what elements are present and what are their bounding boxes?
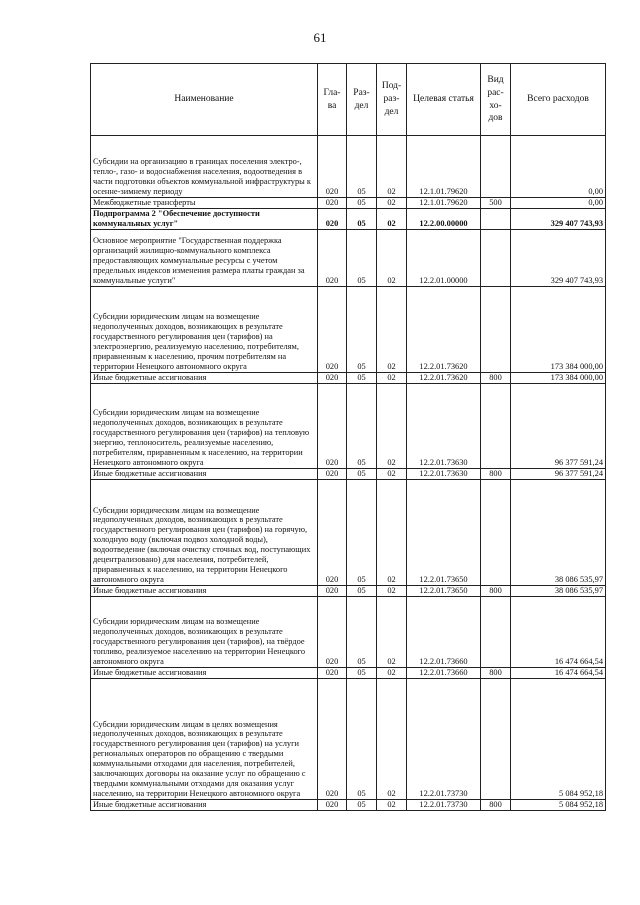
table-row bbox=[91, 468, 606, 479]
row-razdel: 05 bbox=[347, 372, 377, 383]
table-row bbox=[91, 136, 606, 198]
row-name: Иные бюджетные ассигнования bbox=[91, 799, 318, 810]
table-row bbox=[91, 596, 606, 667]
row-podrazdel: 02 bbox=[377, 799, 407, 810]
row-podrazdel: 02 bbox=[377, 585, 407, 596]
table-row bbox=[91, 678, 606, 799]
row-sum: 173 384 000,00 bbox=[511, 372, 606, 383]
row-vid: 800 bbox=[481, 667, 511, 678]
row-name: Межбюджетные трансферты bbox=[91, 198, 318, 209]
table-row bbox=[91, 667, 606, 678]
row-glava: 020 bbox=[318, 136, 347, 198]
table-row bbox=[91, 209, 606, 230]
row-sum: 96 377 591,24 bbox=[511, 468, 606, 479]
header-razdel: Раз-дел bbox=[347, 64, 377, 136]
row-name: Субсидии юридическим лицам на возмещение недополученных доходов, возникающих в результате государственного регулирования цен (тарифов) на электроэнергию, реализуемую населению, потребителям, приравненным к населению, прочим потребителям на территории Ненецкого автономного округа bbox=[91, 286, 318, 372]
row-name: Субсидии юридическим лицам в целях возмещения недополученных доходов, возникающих в результате государственного регулирования цен (тарифов) на услуги региональных операторов по обращению с твердыми коммунальными отходами для населения, потребителей, заключающих договоры на оказание услуг по обращению с твердыми коммунальными отходами для оказания услуг населению, на территории Ненецкого автономного округа bbox=[91, 678, 318, 799]
row-vid bbox=[481, 383, 511, 468]
row-sum: 16 474 664,54 bbox=[511, 667, 606, 678]
row-celevaya: 12.1.01.79620 bbox=[407, 136, 481, 198]
row-razdel: 05 bbox=[347, 468, 377, 479]
row-celevaya: 12.2.01.73630 bbox=[407, 468, 481, 479]
row-razdel: 05 bbox=[347, 479, 377, 585]
row-vid bbox=[481, 596, 511, 667]
row-sum: 329 407 743,93 bbox=[511, 209, 606, 230]
row-podrazdel: 02 bbox=[377, 136, 407, 198]
row-vid bbox=[481, 229, 511, 286]
row-podrazdel: 02 bbox=[377, 286, 407, 372]
row-razdel: 05 bbox=[347, 136, 377, 198]
table-row bbox=[91, 372, 606, 383]
row-vid: 800 bbox=[481, 468, 511, 479]
header-podrazdel: Под-раз-дел bbox=[377, 64, 407, 136]
row-podrazdel: 02 bbox=[377, 198, 407, 209]
row-podrazdel: 02 bbox=[377, 479, 407, 585]
row-celevaya: 12.2.01.73620 bbox=[407, 286, 481, 372]
row-glava: 020 bbox=[318, 468, 347, 479]
row-name: Субсидии юридическим лицам на возмещение недополученных доходов, возникающих в результате государственного регулирования цен (тарифов), на твёрдое топливо, реализуемое населению на территории Ненецкого автономного округа bbox=[91, 596, 318, 667]
row-name: Иные бюджетные ассигнования bbox=[91, 372, 318, 383]
row-celevaya: 12.2.01.73730 bbox=[407, 678, 481, 799]
row-vid: 500 bbox=[481, 198, 511, 209]
row-razdel: 05 bbox=[347, 585, 377, 596]
row-razdel: 05 bbox=[347, 229, 377, 286]
row-podrazdel: 02 bbox=[377, 209, 407, 230]
row-razdel: 05 bbox=[347, 678, 377, 799]
header-total: Всего расходов bbox=[511, 64, 606, 136]
row-podrazdel: 02 bbox=[377, 229, 407, 286]
row-glava: 020 bbox=[318, 198, 347, 209]
row-sum: 0,00 bbox=[511, 136, 606, 198]
row-celevaya: 12.1.01.79620 bbox=[407, 198, 481, 209]
table-row bbox=[91, 799, 606, 810]
row-name: Субсидии на организацию в границах поселения электро-, тепло-, газо- и водоснабжения населения, водоотведения в части подготовки объектов коммунальной инфраструктуры к осенне-зимнему периоду bbox=[91, 136, 318, 198]
row-vid bbox=[481, 286, 511, 372]
row-celevaya: 12.2.00.00000 bbox=[407, 209, 481, 230]
header-celevaya: Целевая статья bbox=[407, 64, 481, 136]
row-glava: 020 bbox=[318, 585, 347, 596]
row-podrazdel: 02 bbox=[377, 596, 407, 667]
row-glava: 020 bbox=[318, 479, 347, 585]
row-celevaya: 12.2.01.73650 bbox=[407, 479, 481, 585]
table-row bbox=[91, 286, 606, 372]
row-celevaya: 12.2.01.00000 bbox=[407, 229, 481, 286]
row-podrazdel: 02 bbox=[377, 372, 407, 383]
row-vid: 800 bbox=[481, 799, 511, 810]
row-name: Основное мероприятие "Государственная поддержка организаций жилищно-коммунального комплекса предоставляющих коммунальные ресурсы с учетом предельных индексов изменения размера платы граждан за коммунальные услуги" bbox=[91, 229, 318, 286]
row-celevaya: 12.2.01.73620 bbox=[407, 372, 481, 383]
row-sum: 96 377 591,24 bbox=[511, 383, 606, 468]
row-celevaya: 12.2.01.73730 bbox=[407, 799, 481, 810]
row-podrazdel: 02 bbox=[377, 667, 407, 678]
row-podrazdel: 02 bbox=[377, 678, 407, 799]
row-name: Подпрограмма 2 "Обеспечение доступности коммунальных услуг" bbox=[91, 209, 318, 230]
row-glava: 020 bbox=[318, 667, 347, 678]
row-celevaya: 12.2.01.73650 bbox=[407, 585, 481, 596]
row-sum: 16 474 664,54 bbox=[511, 596, 606, 667]
row-sum: 329 407 743,93 bbox=[511, 229, 606, 286]
row-sum: 38 086 535,97 bbox=[511, 585, 606, 596]
row-glava: 020 bbox=[318, 372, 347, 383]
row-glava: 020 bbox=[318, 799, 347, 810]
row-name: Иные бюджетные ассигнования bbox=[91, 667, 318, 678]
row-glava: 020 bbox=[318, 209, 347, 230]
row-razdel: 05 bbox=[347, 799, 377, 810]
row-glava: 020 bbox=[318, 383, 347, 468]
row-name: Иные бюджетные ассигнования bbox=[91, 468, 318, 479]
row-vid: 800 bbox=[481, 372, 511, 383]
row-razdel: 05 bbox=[347, 209, 377, 230]
row-glava: 020 bbox=[318, 286, 347, 372]
table-row bbox=[91, 479, 606, 585]
table-row bbox=[91, 585, 606, 596]
table-row bbox=[91, 383, 606, 468]
row-sum: 0,00 bbox=[511, 198, 606, 209]
row-vid bbox=[481, 678, 511, 799]
budget-table bbox=[90, 63, 606, 811]
row-podrazdel: 02 bbox=[377, 383, 407, 468]
header-name: Наименование bbox=[91, 64, 318, 136]
row-celevaya: 12.2.01.73660 bbox=[407, 596, 481, 667]
row-name: Субсидии юридическим лицам на возмещение недополученных доходов, возникающих в результате государственного регулирования цен (тарифов) на горячую, холодную воду (включая подвоз холодной воды), водоотведение (включая очистку сточных вод, поступающих децентрализовано) для населения, потребителей, приравненных к населению, на территории Ненецкого автономного округа bbox=[91, 479, 318, 585]
row-sum: 5 084 952,18 bbox=[511, 799, 606, 810]
row-vid bbox=[481, 209, 511, 230]
row-celevaya: 12.2.01.73660 bbox=[407, 667, 481, 678]
row-celevaya: 12.2.01.73630 bbox=[407, 383, 481, 468]
header-glava: Гла-ва bbox=[318, 64, 347, 136]
table-header-row bbox=[91, 64, 606, 136]
table-row bbox=[91, 229, 606, 286]
row-sum: 173 384 000,00 bbox=[511, 286, 606, 372]
row-razdel: 05 bbox=[347, 286, 377, 372]
row-razdel: 05 bbox=[347, 596, 377, 667]
row-sum: 5 084 952,18 bbox=[511, 678, 606, 799]
row-vid: 800 bbox=[481, 585, 511, 596]
row-podrazdel: 02 bbox=[377, 468, 407, 479]
row-glava: 020 bbox=[318, 678, 347, 799]
row-vid bbox=[481, 479, 511, 585]
row-sum: 38 086 535,97 bbox=[511, 479, 606, 585]
page-number: 61 bbox=[313, 30, 327, 45]
row-name: Иные бюджетные ассигнования bbox=[91, 585, 318, 596]
row-razdel: 05 bbox=[347, 198, 377, 209]
header-vid: Вид рас-хо-дов bbox=[481, 64, 511, 136]
row-glava: 020 bbox=[318, 229, 347, 286]
row-vid bbox=[481, 136, 511, 198]
row-razdel: 05 bbox=[347, 667, 377, 678]
row-razdel: 05 bbox=[347, 383, 377, 468]
table-row bbox=[91, 198, 606, 209]
row-glava: 020 bbox=[318, 596, 347, 667]
row-name: Субсидии юридическим лицам на возмещение недополученных доходов, возникающих в результате государственного регулирования цен (тарифов) на тепловую энергию, теплоноситель, реализуемые населению, потребителям, приравненным к населению, на территории Ненецкого автономного округа bbox=[91, 383, 318, 468]
